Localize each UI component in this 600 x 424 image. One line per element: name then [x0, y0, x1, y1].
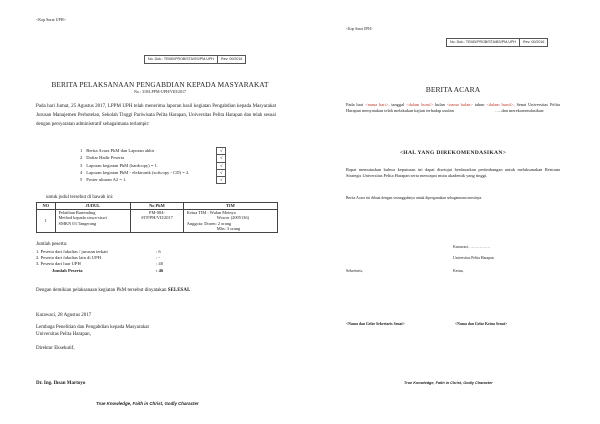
checklist-number: 2	[80, 155, 83, 161]
check-mark-icon: √	[217, 169, 226, 176]
right-document-page	[300, 0, 600, 424]
col-title: JUDUL	[55, 203, 131, 210]
intro-paragraph: Pada hari Jumat, 25 Agustus 2017, LPPM UPH telah menerima laporan hasil kegiatan Pengabdian kepada Masyarakat Jurusan Manajemen Perhotelan, Sekolah Tinggi Pariwisata Pelita Harapan, Universitas Pelita Harapan dan telah sesuai dengan persyaratan administratif sebagaimana terlampir:	[36, 104, 276, 127]
check-mark-icon: √	[217, 162, 226, 169]
checklist-label: Laporan kegiatan PkM (hardcopy) = 1.	[86, 162, 159, 168]
checklist-label: Laporan kegiatan PkM - elektronik (softcopy - CD) = 2.	[86, 169, 190, 175]
checklist-label: Berita Acara PkM dan Laporan akhir	[86, 148, 155, 153]
row-title: Pelatihan Bartending Method kepada siswa-siswi SMKN 03 Tangerang	[55, 209, 131, 232]
place-date: Karawaci, ……………	[453, 244, 491, 249]
signer-name: Dr. Ing. Ihsan Martoyo	[36, 381, 86, 386]
row-pkm-number: PM-084- STP/PH/VII/2017	[131, 209, 184, 232]
checklist-item	[78, 169, 226, 176]
participant-count: : -	[156, 255, 160, 261]
checklist-number: 5	[80, 177, 83, 183]
checklist-item	[78, 148, 226, 155]
university-motto: True Knowledge, Faith in Christ, Godly Character	[404, 381, 493, 385]
document-number-box	[144, 55, 246, 64]
revision-number: Rev: 00/2016	[220, 57, 243, 61]
university-name: Universitas Pelita Harapan	[453, 256, 494, 260]
closing-statement: Dengan demikian pelaksanaan kegiatan PkM tersebut dinyatakan SELESAI.	[36, 288, 191, 293]
checklist-item	[78, 162, 226, 169]
participants-heading: Jumlah peserta:	[36, 242, 68, 247]
row-team: Ketua TIM : Wulan Meinya Wowor (2005136) Anggota: Dosen: 2 orang Mhs: 3 orang	[183, 209, 277, 232]
checklist-item	[78, 155, 226, 162]
checklist-number: 4	[80, 169, 83, 175]
place-date: Karawaci, 28 Agustus 2017	[36, 313, 92, 318]
chair-label: Ketua,	[453, 268, 464, 273]
document-number: No. Dok.: TEMD/PROB/STA/BS/PM-UPH	[447, 39, 520, 46]
participant-count: : 40	[156, 261, 164, 267]
organization-name: Lembaga Penelitian dan Pengabdian kepada Masyarakat	[36, 325, 149, 330]
row-no: 1	[37, 209, 56, 232]
secretary-name-placeholder: <Nama dan Gelar Sekretaris Senat>	[346, 322, 405, 326]
col-no: NO	[37, 203, 56, 210]
check-mark-icon: √	[217, 148, 226, 155]
total-value: : 46	[156, 267, 164, 273]
status-selesai: SELESAI.	[167, 288, 191, 293]
checklist-label: Poster ukuran A2 = 1.	[86, 177, 127, 183]
checklist-number: 1	[80, 148, 83, 153]
col-team: TIM	[183, 203, 277, 210]
check-mark-icon: √	[217, 155, 226, 162]
participant-category: 1. Peserta dari fakultas / jurusan terkait	[36, 249, 108, 254]
activity-table	[36, 202, 278, 233]
document-number-box	[446, 38, 548, 47]
university-motto: True Knowledge, Faith in Christ, Godly Character	[96, 401, 199, 406]
check-mark-icon: √	[217, 177, 226, 184]
letterhead-placeholder: <Kop Surat UPH>	[36, 17, 66, 22]
participant-category: 3. Peserta dari luar UPH	[36, 261, 81, 267]
revision-number: Rev: 00/2016	[522, 40, 545, 44]
report-number: No.: 318/LPPM-UPH/VIII/2017	[133, 89, 186, 94]
checklist-item	[78, 177, 226, 184]
decision-paragraph: Rapat memutuskan bahwa keputusan ini dapat disetujui berdasarkan pertimbangan untuk melaksanakan Rencana Strategis Universitas Pelita Harapan serta mencapai mutu akademik yang tinggi.	[346, 167, 560, 178]
checklist-number: 3	[80, 162, 83, 168]
recommendation-placeholder: <HAL YANG DIREKOMENDASIKAN>	[399, 150, 507, 156]
title-intro: untuk judul tersebut di bawah ini:	[46, 195, 114, 200]
participant-count: : 6	[156, 249, 161, 254]
report-title: BERITA PELAKSANAAN PENGABDIAN KEPADA MASYARAKAT	[51, 80, 269, 89]
total-label: Jumlah Peserta	[52, 267, 83, 273]
participant-category: 2. Peserta dari fakultas lain di UPH	[36, 255, 101, 261]
closing-paragraph: Berita Acara ini dibuat dengan sesungguhnya untuk dipergunakan sebagaimana mestinya.	[346, 196, 483, 200]
table-row	[37, 209, 278, 232]
participants-table	[34, 249, 165, 274]
university-name: Universitas Pelita Harapan,	[36, 332, 91, 337]
minutes-title: BERITA ACARA	[425, 85, 481, 94]
document-number: No. Dok.: TEMD/PROB/STA/SS/PM-UPH	[145, 56, 218, 63]
chair-name-placeholder: <Nama dan Gelar Ketua Senat>	[455, 322, 508, 326]
col-pkm-number: No PkM	[131, 203, 184, 210]
minutes-paragraph: Pada hari <nama hari>, tanggal <dalam huruf> bulan <nama bulan> tahun <dalam huruf>, Senat Universitas Pelita Harapan menyatakan telah melakukan kajian terhadap usulan …..dan merekomendasikan:	[346, 102, 560, 113]
checklist-label: Daftar Hadir Peserta	[86, 155, 125, 161]
signer-position: Direktur Eksekutif,	[36, 346, 75, 351]
secretary-label: Sekretaris,	[346, 268, 363, 273]
letterhead-placeholder: <Kop Surat UPH>	[346, 27, 373, 31]
requirements-checklist	[78, 147, 226, 184]
participants-total-row	[34, 268, 165, 274]
